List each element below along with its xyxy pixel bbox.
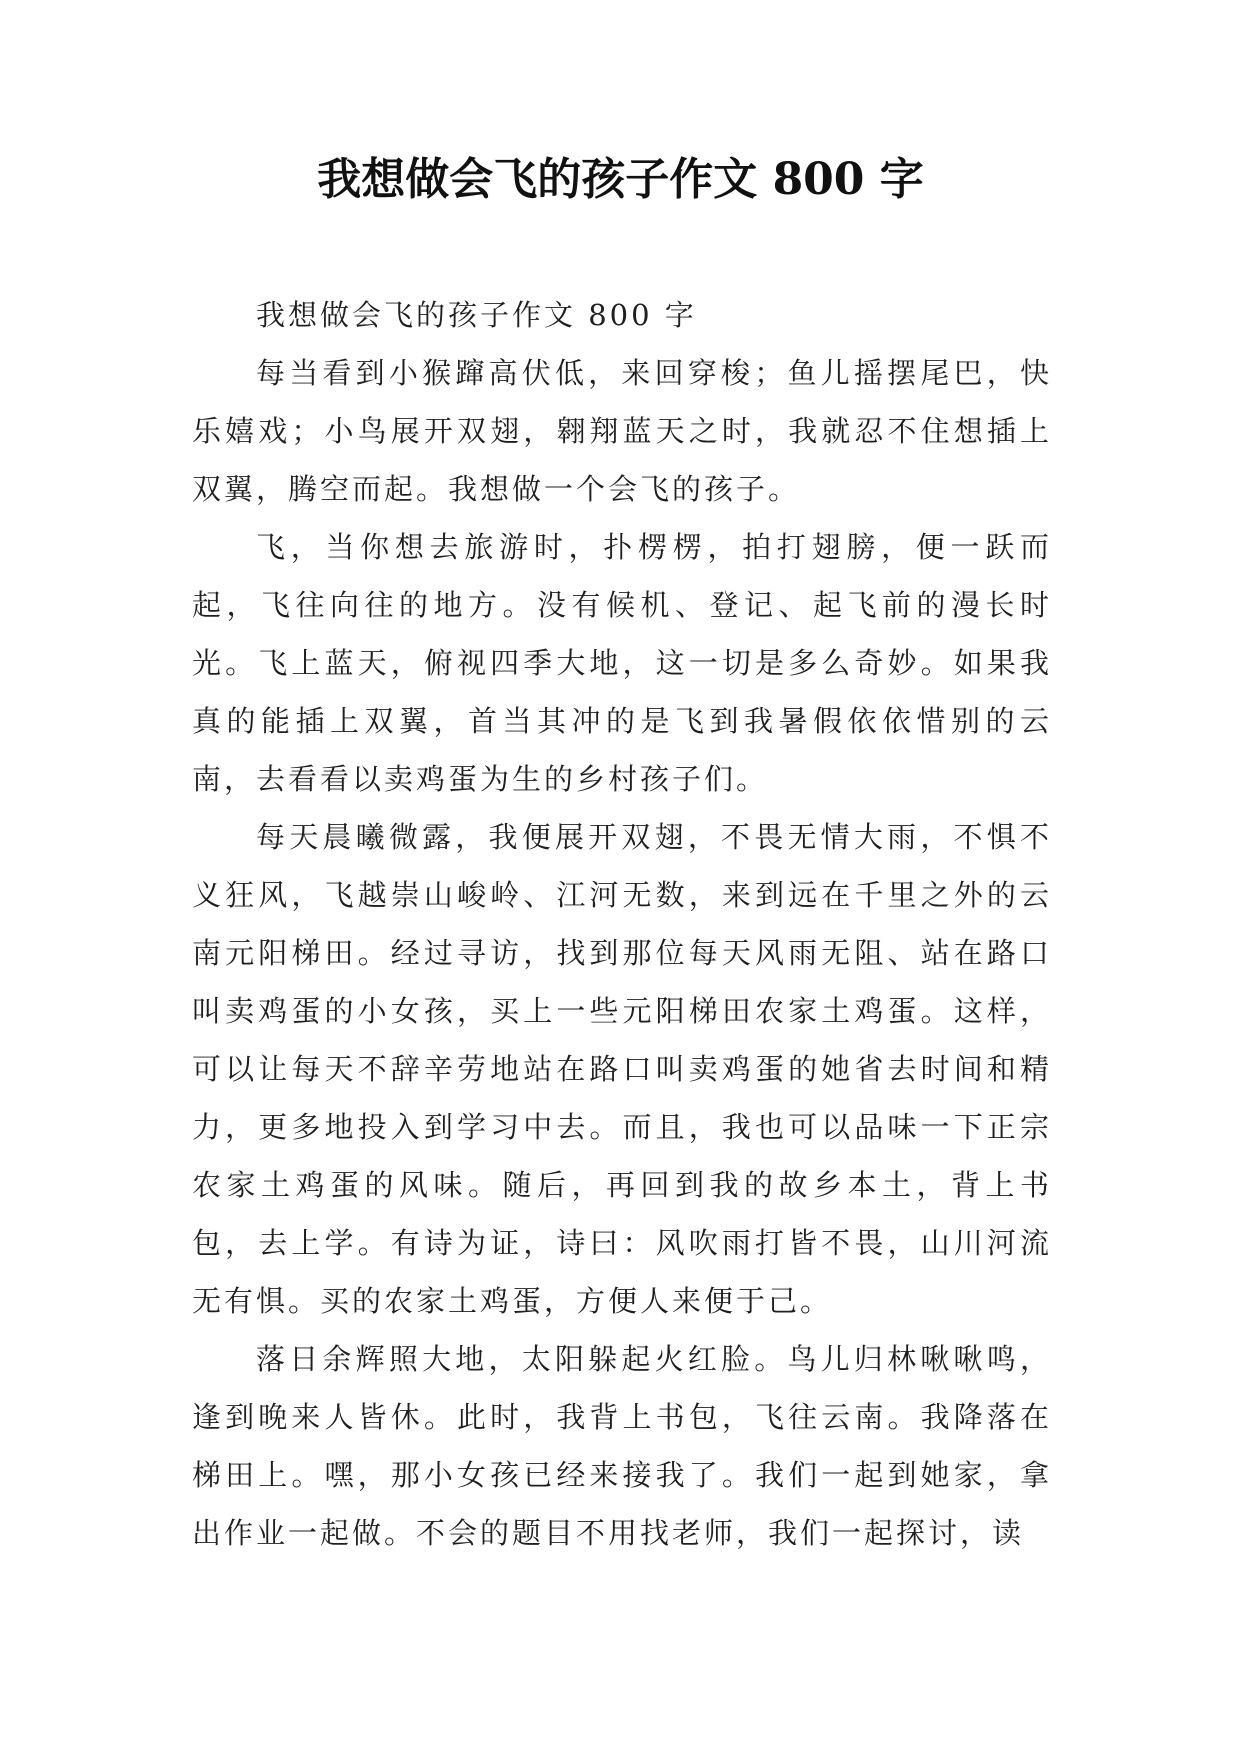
document-title: 我想做会飞的孩子作文 800 字 (317, 154, 924, 205)
paragraph-3: 每天晨曦微露，我便展开双翅，不畏无情大雨，不惧不义狂风，飞越崇山峻岭、江河无数，来到远在千里之外的云南元阳梯田。经过寻访，找到那位每天风雨无阻、站在路口叫卖鸡蛋的小女孩，买上一些元阳梯田农家土鸡蛋。这样，可以让每天不辞辛劳地站在路口叫卖鸡蛋的她省去时间和精力，更多地投入到学习中去。而且，我也可以品味一下正宗农家土鸡蛋的风味。随后，再回到我的故乡本土，背上书包，去上学。有诗为证，诗曰：风吹雨打皆不畏，山川河流无有惧。买的农家土鸡蛋，方便人来便于己。 (192, 820, 1052, 1318)
paragraph-4: 落日余辉照大地，太阳躲起火红脸。鸟儿归林啾啾鸣，逢到晚来人皆休。此时，我背上书包，飞往云南。我降落在梯田上。嘿，那小女孩已经来接我了。我们一起到她家，拿出作业一起做。不会的题目不用找老师，我们一起探讨，读 (192, 1342, 1052, 1550)
paragraph-subtitle: 我想做会飞的孩子作文 800 字 (256, 298, 697, 332)
document-body (192, 286, 1052, 1562)
paragraph-1: 每当看到小猴蹿高伏低，来回穿梭；鱼儿摇摆尾巴，快乐嬉戏；小鸟展开双翅，翱翔蓝天之时，我就忍不住想插上双翼，腾空而起。我想做一个会飞的孩子。 (192, 356, 1052, 506)
paragraph-2: 飞，当你想去旅游时，扑楞楞，拍打翅膀，便一跃而起，飞往向往的地方。没有候机、登记、起飞前的漫长时光。飞上蓝天，俯视四季大地，这一切是多么奇妙。如果我真的能插上双翼，首当其冲的是飞到我暑假依依惜别的云南，去看看以卖鸡蛋为生的乡村孩子们。 (192, 530, 1052, 796)
